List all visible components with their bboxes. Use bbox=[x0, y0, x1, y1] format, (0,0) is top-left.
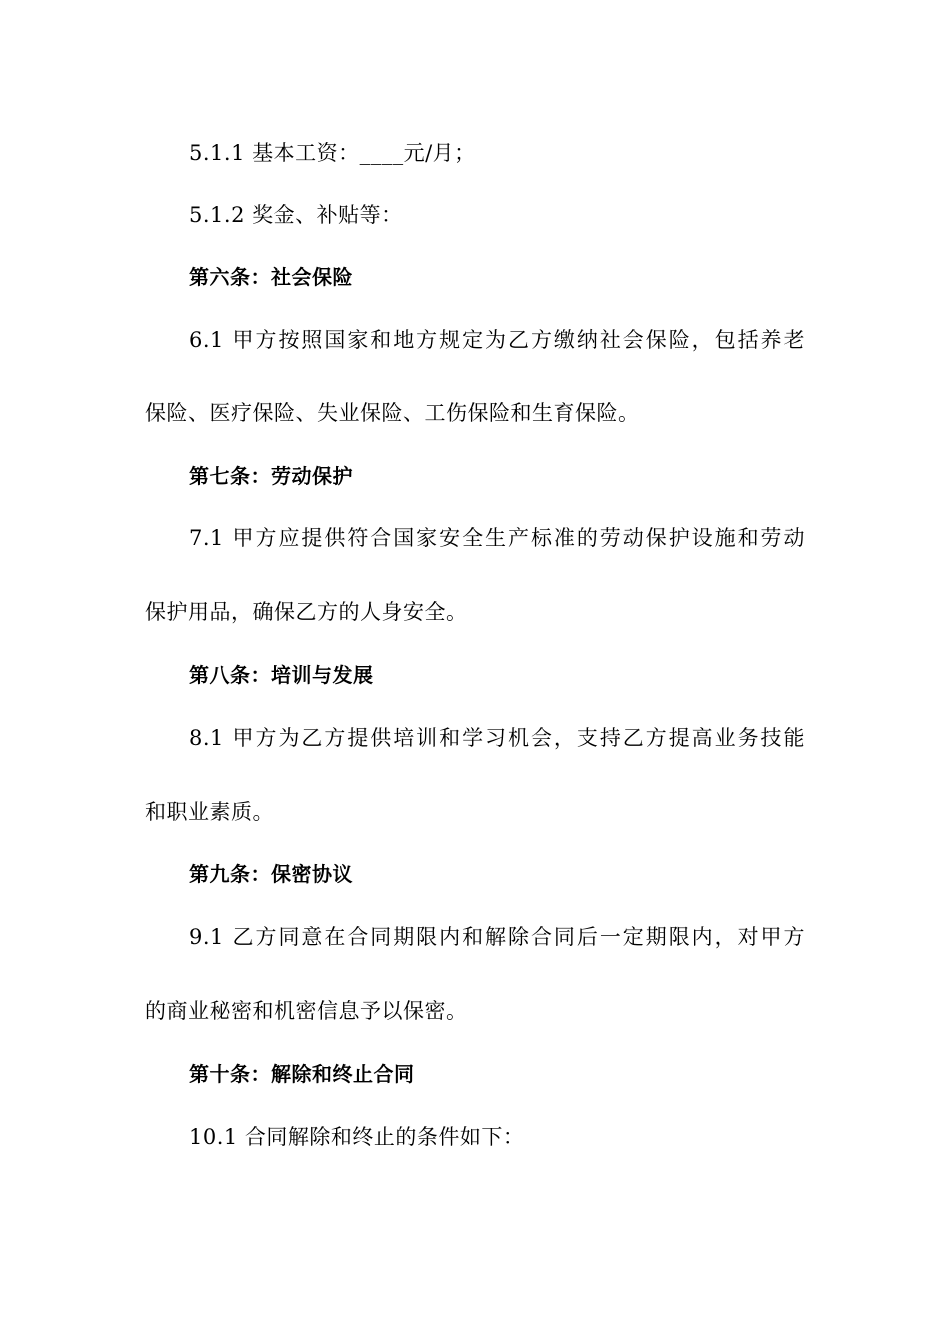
clause-9-1-line-2: 的商业秘密和机密信息予以保密。 bbox=[145, 999, 468, 1023]
clause-6-1-line-2: 保险、医疗保险、失业保险、工伤保险和生育保险。 bbox=[145, 401, 640, 425]
clause-10-1: 10.1 合同解除和终止的条件如下： bbox=[189, 1125, 525, 1149]
clause-5-1-1: 5.1.1 基本工资：____元/月； bbox=[189, 141, 476, 165]
clause-5-1-2: 5.1.2 奖金、补贴等： bbox=[189, 203, 403, 227]
article-10-heading: 第十条：解除和终止合同 bbox=[189, 1062, 415, 1086]
article-7-heading: 第七条：劳动保护 bbox=[189, 464, 353, 488]
clause-7-1-line-1: 7.1 甲方应提供符合国家安全生产标准的劳动保护设施和劳动 bbox=[189, 526, 805, 550]
clause-8-1-line-1: 8.1 甲方为乙方提供培训和学习机会，支持乙方提高业务技能 bbox=[189, 726, 805, 750]
clause-8-1-line-2: 和职业素质。 bbox=[145, 800, 274, 824]
article-8-heading: 第八条：培训与发展 bbox=[189, 663, 374, 687]
clause-9-1-line-1: 9.1 乙方同意在合同期限内和解除合同后一定期限内，对甲方 bbox=[189, 925, 805, 949]
clause-7-1-line-2: 保护用品，确保乙方的人身安全。 bbox=[145, 600, 468, 624]
article-6-heading: 第六条：社会保险 bbox=[189, 265, 353, 289]
clause-6-1-line-1: 6.1 甲方按照国家和地方规定为乙方缴纳社会保险，包括养老 bbox=[189, 328, 805, 352]
article-9-heading: 第九条：保密协议 bbox=[189, 862, 353, 886]
